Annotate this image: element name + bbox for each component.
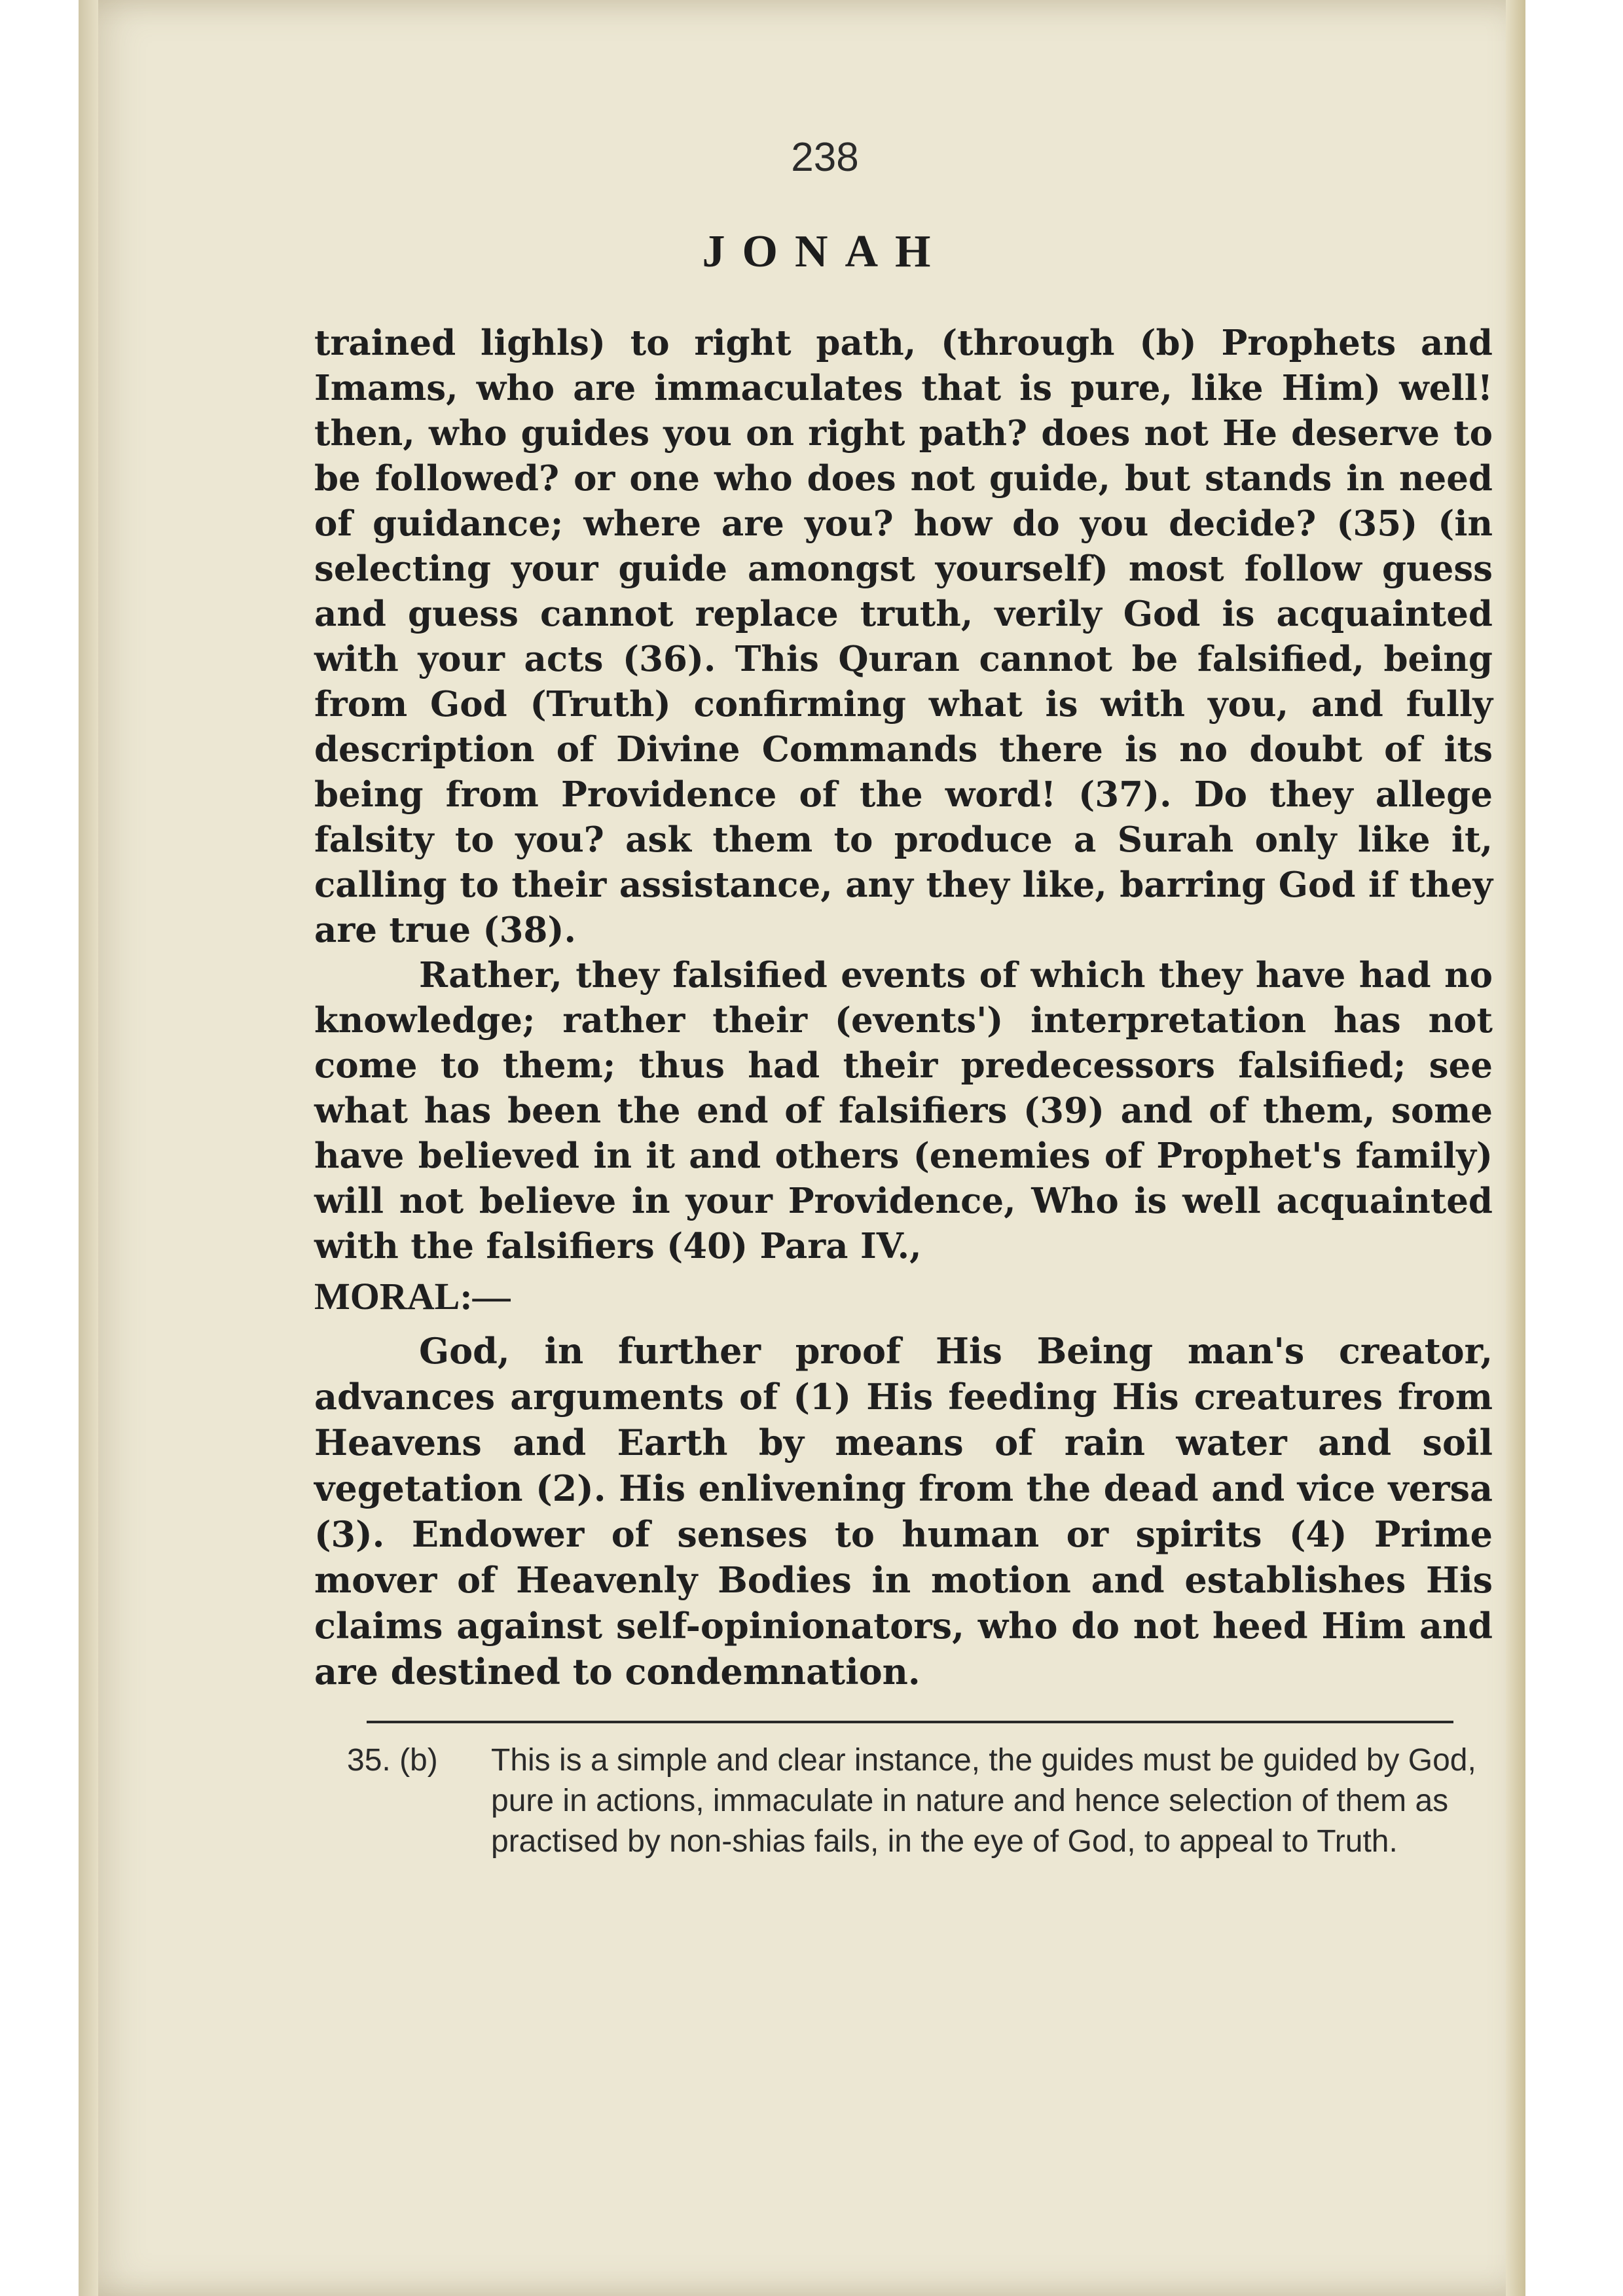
page-number: 238 (791, 135, 859, 180)
moral-heading: MORAL:— (314, 1275, 511, 1318)
footnote (347, 1740, 1493, 1862)
chapter-title: JONAH (702, 226, 948, 277)
main-text (314, 321, 1493, 1695)
paragraph-1: trained lighls) to right path, (through (b) Prophets and Imams, who are immaculates that is pure, like Him) well! then, who guides you on right path? does not He deserve to be followed? or one who does not guide, but stands in need of guidance; where are you? how do you decide? (35) (in selecting your guide amongst yourself) most follow guess and guess cannot replace truth, verily God is acquainted with your acts (36). This Quran cannot be falsified, being from God (Truth) confirming what is with you, and fully description of Divine Commands there is no doubt of its being from Providence of the word! (37). Do they allege falsity to you? ask them to produce a Surah only like it, calling to their assistance, any they like, barring God if they are true (38). (314, 323, 1493, 950)
paragraph-2: Rather, they falsified events of which they have had no knowledge; rather their (events') interpretation has not come to them; thus had their predecessors falsified; see what has been the end of falsifiers (39) and of them, some have believed in it and others (enemies of Prophet's family) will not believe in your Providence, Who is well acquainted with the falsifiers (40) Para IV., (314, 955, 1493, 1266)
page-left-edge (79, 0, 98, 2296)
moral-text: God, in further proof His Being man's creator, advances arguments of (1) His feeding His creatures from Heavens and Earth by means of rain water and soil vegetation (2). His enlivening from the dead and vice versa (3). Endower of senses to human or spirits (4) Prime mover of Heavenly Bodies in motion and establishes His claims against self-opinionators, who do not heed Him and are destined to condemnation. (314, 1330, 1493, 1693)
footnote-text: This is a simple and clear instance, the guides must be guided by God, pure in actions, immaculate in nature and hence selection of them as practised by non-shias fails, in the eye of God, to appeal to Truth. (491, 1743, 1476, 1859)
page-right-edge (1506, 0, 1525, 2296)
footnote-divider (367, 1721, 1453, 1723)
footnote-label: 35. (b) (347, 1743, 438, 1778)
